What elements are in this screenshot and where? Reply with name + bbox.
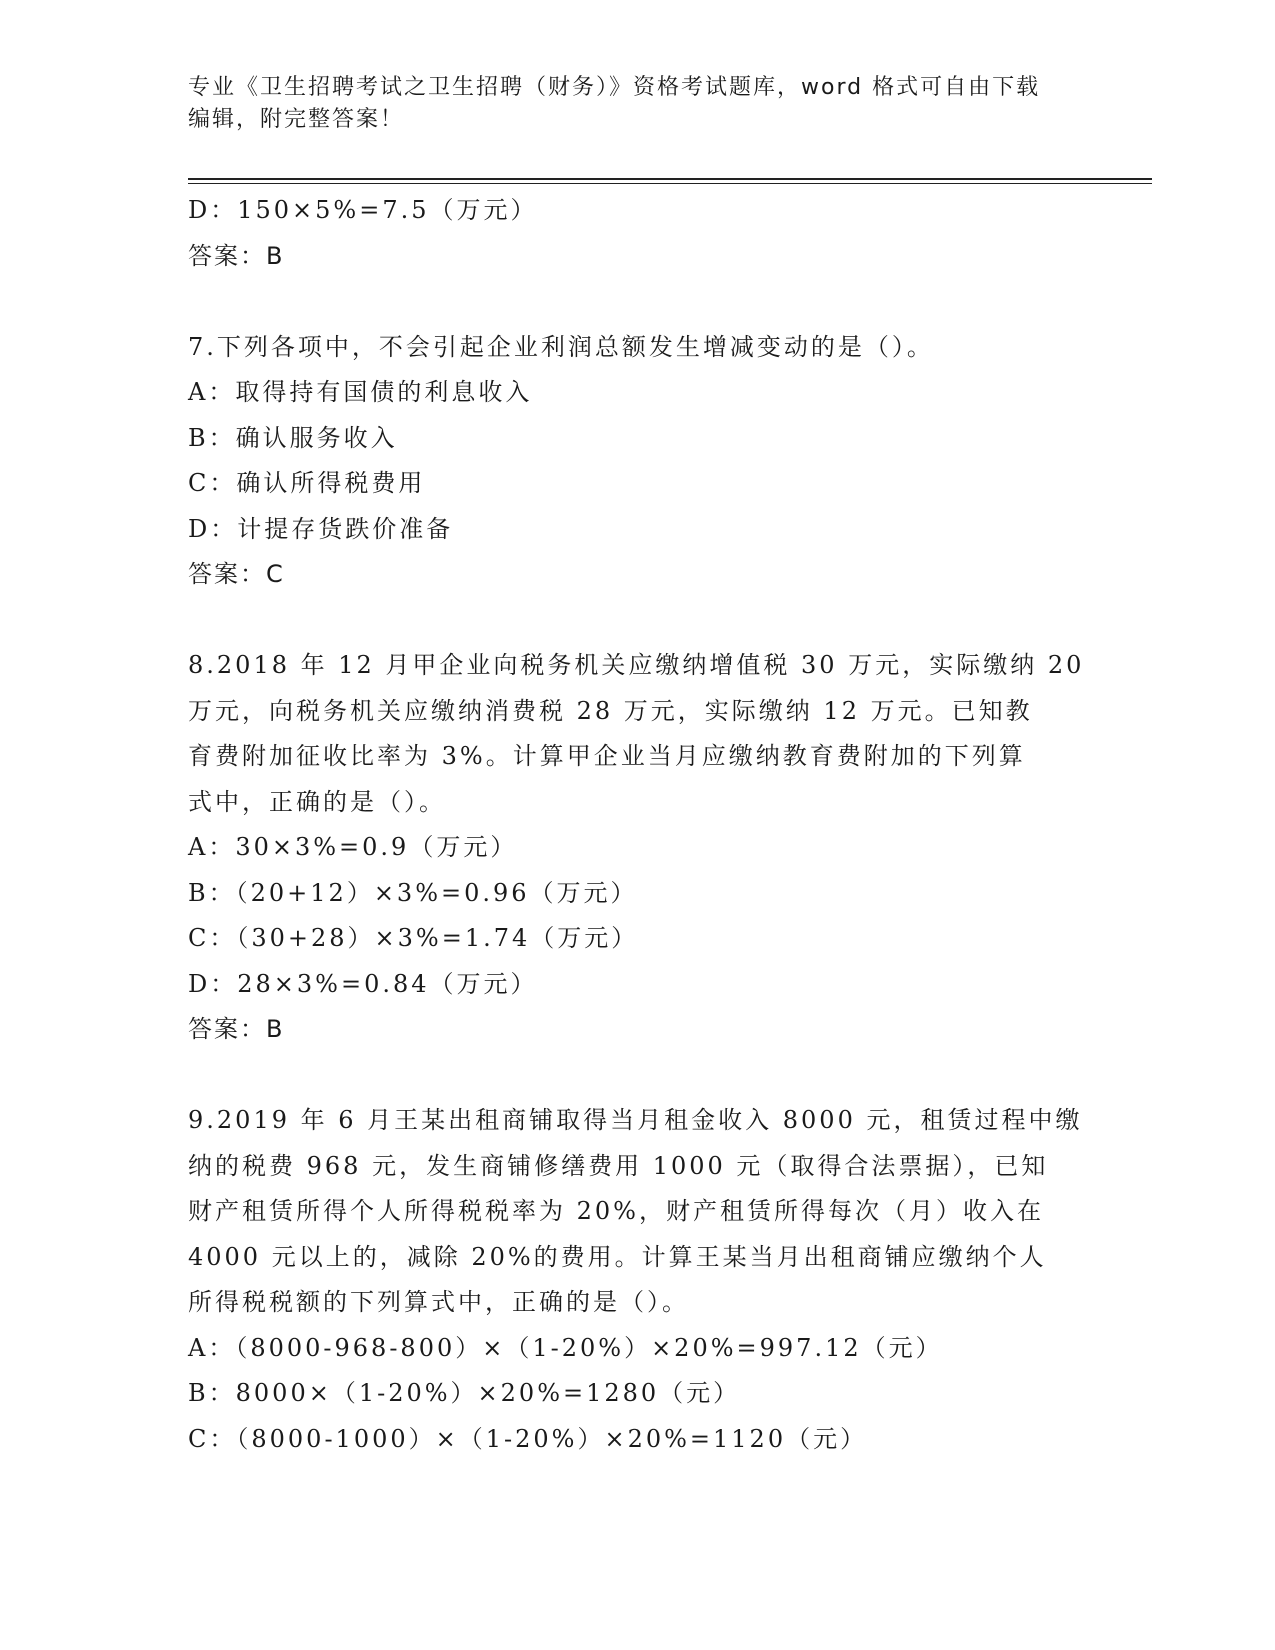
option-d: D：28×3%=0.84（万元）: [188, 969, 538, 998]
question-stem-line: 万元，向税务机关应缴纳消费税 28 万元，实际缴纳 12 万元。已知教: [188, 696, 1033, 725]
answer-line: 答案：B: [188, 1015, 285, 1043]
question-stem-line: 育费附加征收比率为 3%。计算甲企业当月应缴纳教育费附加的下列算: [188, 742, 1026, 770]
question-content: [188, 188, 1088, 1462]
question-stem-line: 财产租赁所得个人所得税税率为 20%，财产租赁所得每次（月）收入在: [188, 1197, 1044, 1225]
option-c: C：（30+28）×3%=1.74（万元）: [188, 924, 639, 952]
spacer: [188, 279, 1088, 325]
header-divider-thin: [188, 183, 1152, 184]
option-a: A：（8000-968-800）×（1-20%）×20%=997.12（元）: [188, 1333, 943, 1362]
question-stem-line: 所得税税额的下列算式中，正确的是（）。: [188, 1288, 689, 1316]
option-d: D：150×5%=7.5（万元）: [188, 196, 538, 224]
question-6-tail: [188, 188, 1088, 279]
question-8: [188, 643, 1088, 1053]
question-stem-line: 9.2019 年 6 月王某出租商铺取得当月租金收入 8000 元，租赁过程中缴: [188, 1106, 1083, 1134]
answer-line: 答案：C: [188, 560, 285, 588]
question-stem-line: 式中，正确的是（）。: [188, 787, 446, 816]
answer-line: 答案：B: [188, 241, 285, 270]
header-line-2: 编辑，附完整答案！: [188, 107, 405, 132]
option-b: B：（20+12）×3%=0.96（万元）: [188, 878, 638, 907]
question-stem-line: 4000 元以上的，减除 20%的费用。计算王某当月出租商铺应缴纳个人: [188, 1242, 1047, 1271]
spacer: [188, 1053, 1088, 1099]
option-a: A：取得持有国债的利息收入: [188, 378, 533, 406]
question-stem-line: 纳的税费 968 元，发生商铺修缮费用 1000 元（取得合法票据），已知: [188, 1151, 1049, 1180]
option-c: C：确认所得税费用: [188, 469, 426, 497]
option-b: B：8000×（1-20%）×20%=1280（元）: [188, 1379, 741, 1407]
question-stem-line: 8.2018 年 12 月甲企业向税务机关应缴纳增值税 30 万元，实际缴纳 20: [188, 651, 1085, 679]
option-c: C：（8000-1000）×（1-20%）×20%=1120（元）: [188, 1424, 868, 1453]
question-stem-line: 7.下列各项中，不会引起企业利润总额发生增减变动的是（）。: [188, 332, 934, 361]
option-d: D：计提存货跌价准备: [188, 514, 454, 543]
header-divider-thick: [188, 178, 1152, 180]
question-7: [188, 325, 1088, 598]
question-9: [188, 1098, 1088, 1462]
spacer: [188, 598, 1088, 644]
document-header: [188, 72, 1088, 136]
option-b: B：确认服务收入: [188, 423, 398, 452]
header-line-1: 专业《卫生招聘考试之卫生招聘（财务）》资格考试题库，word 格式可自由下载: [188, 75, 1041, 100]
option-a: A：30×3%=0.9（万元）: [188, 833, 518, 861]
